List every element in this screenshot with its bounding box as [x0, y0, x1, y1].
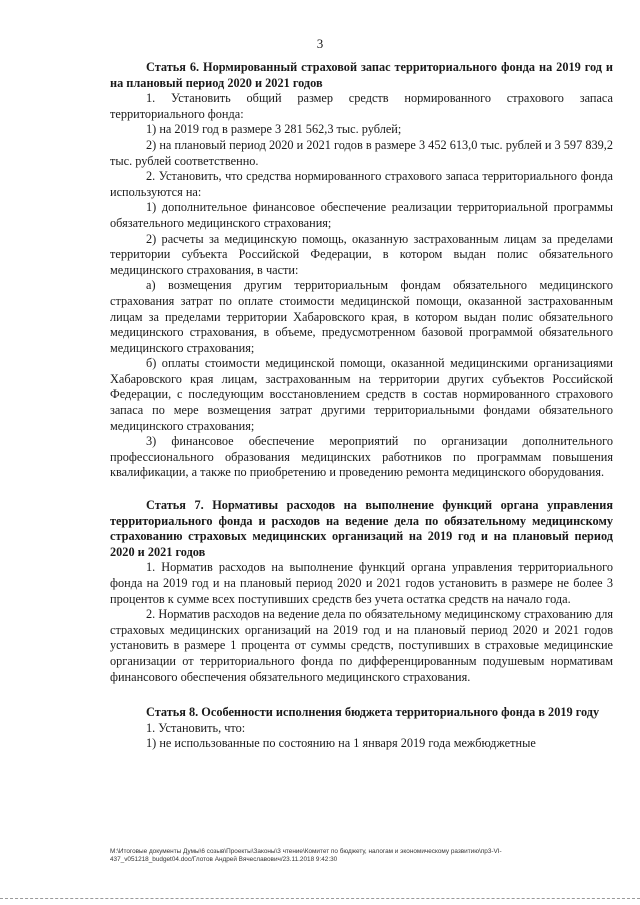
footer-line: M:\Итоговые документы Думы\6 созыв\Проекты\Законы\3 чтение\Комитет по бюджету, налогам и экономическому развитию\пр3-VI- — [110, 848, 502, 855]
article-6-heading: Статья 6. Нормированный страховой запас территориального фонда на 2019 год и на плановый период 2020 и 2021 годов — [110, 60, 613, 90]
article-8-paragraph: 1) не использованные по состоянию на 1 января 2019 года межбюджетные — [146, 736, 536, 751]
footer-line: 437_v051218_budget04.doc/Глотов Андрей Вячеславович/23.11.2018 9:42:30 — [110, 856, 338, 863]
scan-edge-divider — [0, 898, 640, 899]
article-6-paragraph: 2. Установить, что средства нормированного страхового запаса территориального фонда используются на: — [110, 169, 613, 199]
article-8-paragraph: 1. Установить, что: — [146, 720, 246, 735]
article-6-paragraph: б) оплаты стоимости медицинской помощи, оказанной медицинскими организациями Хабаровского края лицам, застрахованным на территории других субъектов Российской Федерации, с последующим восстановлением средств в состав нормированного страхового запаса по мере возмещения затрат другими территориальными фондами обязательного медицинского страхования; — [110, 356, 613, 433]
article-6-paragraph: 2) расчеты за медицинскую помощь, оказанную застрахованным лицам за пределами территории субъекта Российской Федерации, в котором выдан полис обязательного медицинского страхования, в части: — [110, 231, 613, 277]
page-number: 3 — [316, 36, 324, 51]
article-6-paragraph: 1) дополнительное финансовое обеспечение реализации территориальной программы обязательного медицинского страхования; — [110, 200, 613, 230]
article-6-paragraph: 2) на плановый период 2020 и 2021 годов в размере 3 452 613,0 тыс. рублей и 3 597 839,2 тыс. рублей соответственно. — [110, 137, 613, 168]
article-7-paragraph: 1. Норматив расходов на выполнение функций органа управления территориального фонда на 2019 год и на плановый период 2020 и 2021 годов установить в размере не более 3 процентов к сумме всех поступивших средств без учета остатка средств на начало года. — [110, 560, 613, 606]
file-path-footer — [110, 848, 615, 864]
document-body — [110, 60, 613, 752]
article-8-heading: Статья 8. Особенности исполнения бюджета территориального фонда в 2019 году — [146, 705, 600, 720]
article-6-paragraph: 1) на 2019 год в размере 3 281 562,3 тыс. рублей; — [146, 122, 402, 137]
article-6-paragraph: 3) финансовое обеспечение мероприятий по организации дополнительного профессионального образования медицинских работников по программам повышения квалификации, а также по приобретению и проведению ремонта медицинского оборудования. — [110, 434, 613, 480]
article-7-heading: Статья 7. Нормативы расходов на выполнение функций органа управления территориального фонда и расходов на ведение дела по обязательному медицинскому страхованию страховых медицинских организаций на 2019 год и на плановый период 2020 и 2021 годов — [110, 498, 613, 559]
article-6-paragraph: 1. Установить общий размер средств нормированного страхового запаса территориального фонда: — [110, 91, 613, 121]
article-7-paragraph: 2. Норматив расходов на ведение дела по обязательному медицинскому страхованию для страховых медицинских организаций на 2019 год и на плановый период 2020 и 2021 годов установить в размере 1 процента от суммы средств, поступивших в страховые медицинские организации от территориального фонда по дифференцированным подушевым нормативам финансового обеспечения обязательного медицинского страхования. — [110, 607, 613, 684]
article-6-paragraph: а) возмещения другим территориальным фондам обязательного медицинского страхования затрат по оплате стоимости медицинской помощи, оказанной застрахованным лицам за пределами территории Хабаровского края, в котором выдан полис обязательного медицинского страхования, в объеме, предусмотренном базовой программой обязательного медицинского страхования; — [110, 278, 613, 355]
